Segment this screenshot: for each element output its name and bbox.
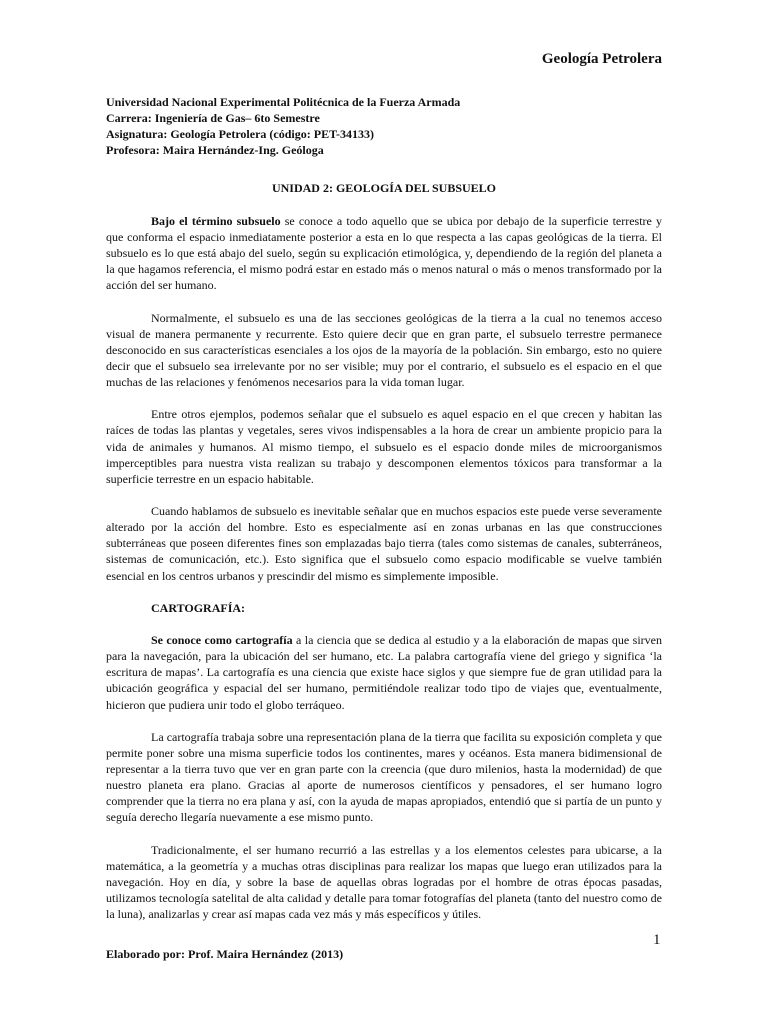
subject-line: Asignatura: Geología Petrolera (código: PET-34133) [106, 127, 374, 141]
paragraph-subsuelo-visibility: Normalmente, el subsuelo es una de las secciones geológicas de la tierra a la cual no tenemos acceso visual de manera permanente y recurrente. Esto quiere decir que en gran parte, el subsuelo terrestre permanece desconocido en sus características esenciales a los ojos de la mayoría de la población. Sin embargo, esto no quiere decir que el subsuelo sea irrelevante por no ser visible; muy por el contrario, el subsuelo es el espacio en el que muchas de las relaciones y fenómenos necesarios para la vida toman lugar. [106, 310, 662, 390]
document-body [106, 213, 662, 939]
paragraph-lead-term: Bajo el término subsuelo [151, 214, 281, 228]
paragraph-subsuelo-definition [106, 213, 662, 293]
footer-author: Elaborado por: Prof. Maira Hernández (2013) [106, 947, 344, 961]
running-header-title: Geología Petrolera [541, 51, 662, 67]
paragraph-lead-term: Se conoce como cartografía [151, 633, 293, 648]
paragraph-cartografia-history: Tradicionalmente, el ser humano recurrió a las estrellas y a los elementos celestes para ubicarse, a la matemática, a la geometría y a muchas otras disciplinas para realizar los mapas que luego eran utilizados para la navegación. Hoy en día, y sobre la base de aquellas obras logradas por el hombre de otras épocas pasadas, utilizamos tecnología satelital de alta calidad y detalle para tomar fotografías del planeta (tanto del nuestro como de la luna), analizarlas y crear así mapas cada vez más y más específicos y útiles. [106, 842, 662, 922]
career-line: Carrera: Ingeniería de Gas– 6to Semestre [106, 111, 320, 125]
course-info-block [106, 94, 666, 158]
university-line: Universidad Nacional Experimental Politécnica de la Fuerza Armada [106, 95, 461, 109]
paragraph-text: se conoce a todo aquello que se ubica por debajo de la superficie terrestre y que conforma el espacio inmediatamente posterior a esta en lo que respecta a las capas geológicas de la tierra. El subsuelo es lo que está abajo del suelo, según su explicación etimológica, y, dependiendo de la región del planeta a la que hagamos referencia, el mismo podrá estar en estado más o menos natural o más o menos transformado por la acción del ser humano. [106, 214, 662, 293]
paragraph-subsuelo-urban: Cuando hablamos de subsuelo es inevitable señalar que en muchos espacios este puede verse severamente alterado por la acción del hombre. Esto es especialmente así en zonas urbanas en las que construcciones subterráneas que poseen diferentes fines son emplazadas bajo tierra (tales como sistemas de canales, subterráneos, sistemas de comunicación, etc.). Esto significa que el subsuelo como espacio modificable se vuelve también esencial en los centros urbanos y prescindir del mismo es simplemente imposible. [106, 504, 662, 583]
paragraph-cartografia-definition [106, 632, 662, 712]
paragraph-text: a la ciencia que se dedica al estudio y a la elaboración de mapas que sirven para la navegación, para la ubicación del ser humano, etc. La palabra cartografía viene del griego y significa ‘la escritura de mapas’. La cartografía es una ciencia que existe hace siglos y que siempre fue de gran utilidad para la ubicación geográfica y espacial del ser humano, permitiéndole realizar todo tipo de viajes que, eventualmente, hicieron que pudiera unir todo el globo terráqueo. [106, 633, 662, 712]
unit-title: UNIDAD 2: GEOLOGÍA DEL SUBSUELO [271, 181, 497, 195]
section-heading-cartografia: CARTOGRAFÍA: [151, 601, 246, 616]
page-number: 1 [653, 932, 661, 948]
professor-line: Profesora: Maira Hernández-Ing. Geóloga [106, 143, 324, 157]
paragraph-cartografia-representation: La cartografía trabaja sobre una representación plana de la tierra que facilita su exposición completa y que permite poner sobre una misma superficie todos los continentes, mares y océanos. Esta manera bidimensional de representar a la tierra tuvo que ver en gran parte con la creencia (que duro milenios, hasta la modernidad) de que nuestro planeta era plano. Gracias al aporte de numerosos científicos y pensadores, el ser humano logro comprender que la tierra no era plana y así, con la ayuda de mapas apropiados, entendió que si partía de un punto y seguía derecho llegaría nuevamente a ese mismo punto. [106, 730, 662, 825]
paragraph-subsuelo-examples: Entre otros ejemplos, podemos señalar que el subsuelo es aquel espacio en el que crecen y habitan las raíces de todas las plantas y vegetales, seres vivos indispensables a la hora de crear un ambiente propicio para la vida de animales y humanos. Al mismo tiempo, el subsuelo es el espacio donde miles de microorganismos imperceptibles para nuestra vista realizan su trabajo y descomponen elementos tóxicos para transformar a la superficie terrestre en un espacio habitable. [106, 407, 662, 486]
